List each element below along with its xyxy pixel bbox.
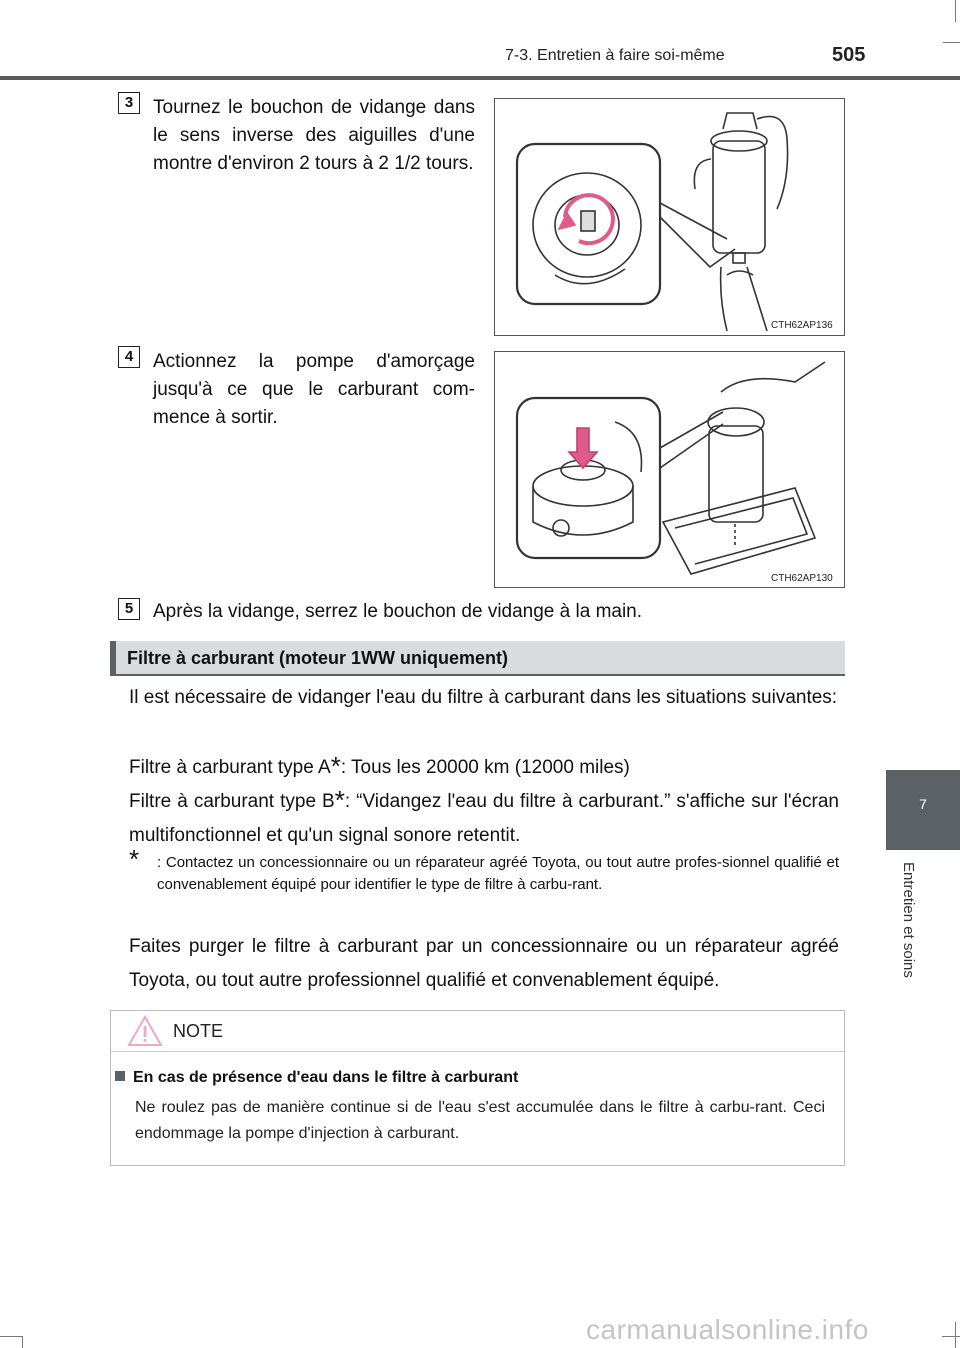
figure-priming-pump [494, 351, 845, 588]
footnote-text: : Contactez un concessionnaire ou un réparateur agréé Toyota, ou tout autre profes-sionnel qualifié et convenablement équipé pour identifier le type de filtre à carbu-rant. [157, 854, 839, 893]
crop-mark [942, 1336, 960, 1337]
step-text-5: Après la vidange, serrez le bouchon de vidange à la main. [153, 601, 643, 622]
page-number: 505 [832, 44, 866, 66]
footnote [129, 844, 839, 896]
filter-type-a-label: Filtre à carburant type A [129, 757, 331, 778]
note-box [110, 1010, 845, 1166]
figure-code: CTH62AP130 [771, 573, 833, 584]
step-text-3: Tournez le bouchon de vidange dans le sens inverse des aiguilles d'une montre d'environ 2 tours à 2 1/2 tours. [153, 97, 475, 174]
step-number-4: 4 [118, 346, 140, 368]
header-rule [0, 76, 960, 80]
closing-paragraph: Faites purger le filtre à carburant par un concessionnaire ou un réparateur agréé Toyota, ou tout autre professionnel qualifié et convenablement équipé. [129, 936, 839, 991]
crop-mark [0, 1336, 22, 1337]
section-title: Filtre à carburant (moteur 1WW uniquement) [127, 648, 509, 668]
drain-plug-illustration [495, 99, 845, 336]
asterisk-marker: * [330, 751, 341, 781]
crop-mark [22, 1336, 23, 1348]
step-number-3: 3 [118, 92, 140, 114]
watermark: carmanualsonline.info [586, 1314, 869, 1345]
note-subtitle [115, 1069, 518, 1087]
step-number-5: 5 [118, 598, 140, 620]
asterisk-marker: * [334, 785, 345, 815]
crop-mark [943, 42, 960, 43]
filter-type-a-text: : Tous les 20000 km (12000 miles) [340, 757, 630, 778]
footnote-asterisk: * [129, 844, 140, 874]
filter-type-b-label: Filtre à carburant type B [129, 791, 335, 812]
crop-mark [955, 1322, 956, 1348]
figure-code: CTH62AP136 [771, 320, 833, 331]
note-title: NOTE [173, 1021, 224, 1041]
section-heading-accent [110, 641, 116, 675]
priming-pump-illustration [495, 352, 845, 588]
note-header [111, 1011, 844, 1052]
figure-drain-plug [494, 98, 845, 336]
section-heading-rule [110, 674, 845, 676]
step-text-4: Actionnez la pompe d'amorçage jusqu'à ce que le carburant com-mence à sortir. [153, 351, 475, 428]
section-intro: Il est nécessaire de vidanger l'eau du filtre à carburant dans les situations suivantes: [129, 687, 838, 708]
note-text: Ne roulez pas de manière continue si de l'eau s'est accumulée dans le filtre à carbu-rant. Ceci endommage la pompe d'injection à carburant. [135, 1099, 825, 1142]
chapter-title: 7-3. Entretien à faire soi-même [505, 47, 725, 64]
filter-type-b-text: : “Vidangez l'eau du filtre à carburant.” s'affiche sur l'écran multifonctionnel et qu'un signal sonore retentit. [129, 791, 839, 846]
filter-type-b [129, 785, 839, 853]
warning-triangle-icon [127, 1015, 163, 1047]
note-subtitle-text: En cas de présence d'eau dans le filtre à carburant [133, 1069, 519, 1086]
chapter-side-label: Entretien et soins [900, 862, 917, 978]
crop-mark [955, 0, 956, 22]
chapter-side-number: 7 [919, 796, 927, 812]
square-bullet-icon [115, 1071, 125, 1081]
filter-type-a [129, 751, 839, 785]
